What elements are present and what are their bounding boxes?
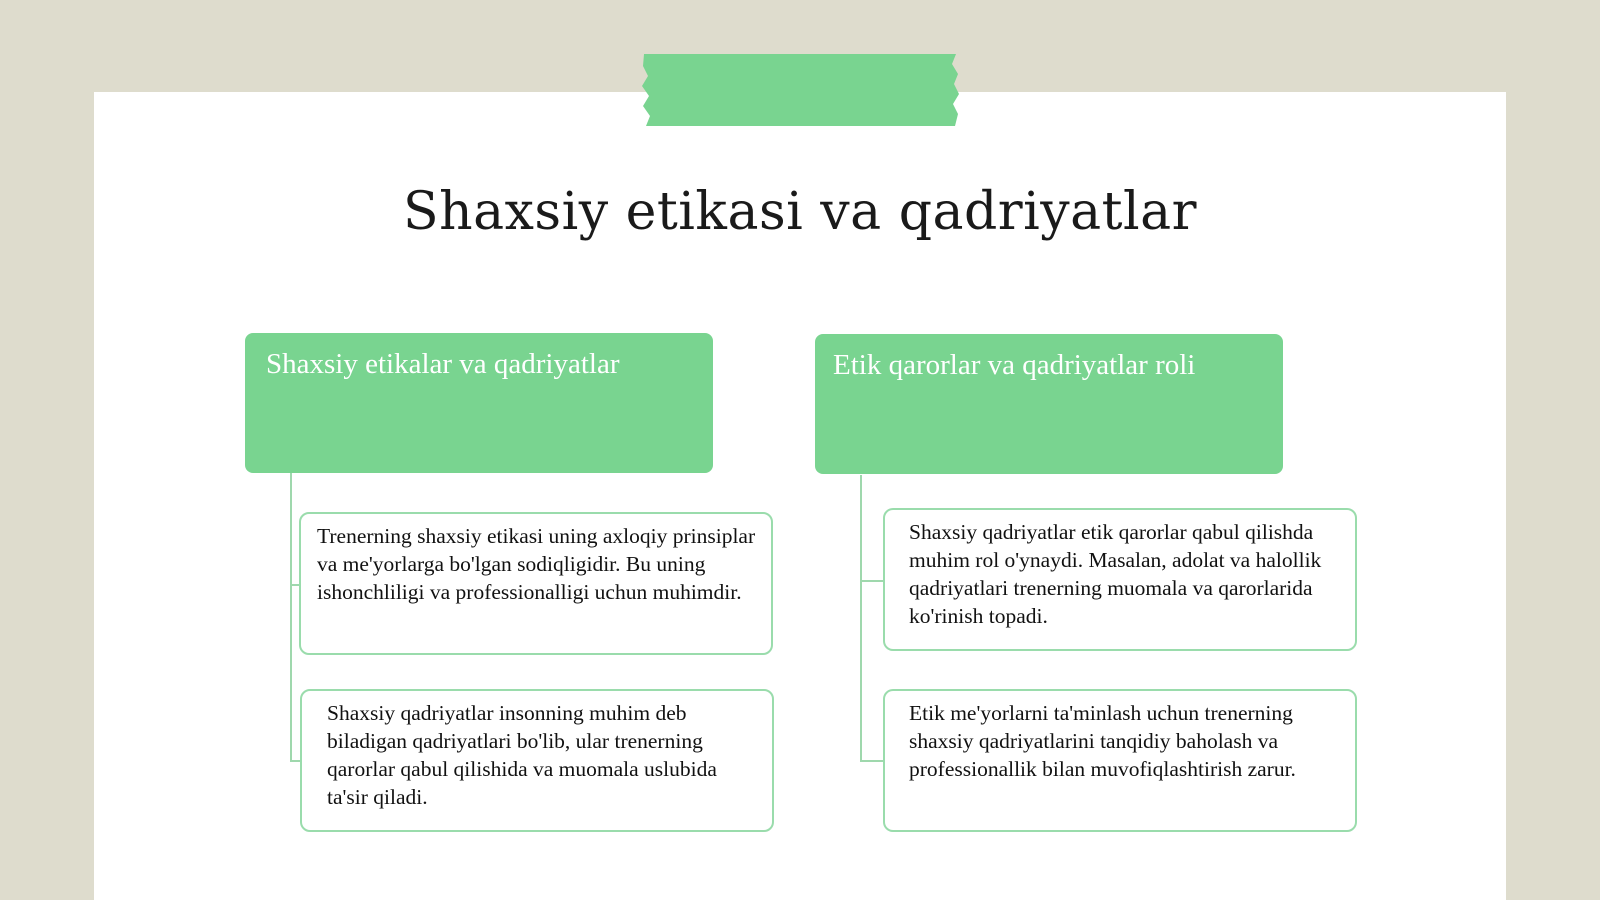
connector-line bbox=[290, 473, 292, 761]
connector-line bbox=[860, 475, 862, 761]
slide-title: Shaxsiy etikasi va qadriyatlar bbox=[402, 182, 1198, 242]
info-card: Etik me'yorlarni ta'minlash uchun trenerning shaxsiy qadriyatlarini tanqidiy baholash va professionallik bilan muvofiqlashtirish zarur. bbox=[883, 689, 1357, 832]
info-card: Shaxsiy qadriyatlar etik qarorlar qabul qilishda muhim rol o'ynaydi. Masalan, adolat va halollik qadriyatlari trenerning muomala va qarorlarida ko'rinish topadi. bbox=[883, 508, 1357, 651]
connector-line bbox=[860, 760, 884, 762]
info-card: Trenerning shaxsiy etikasi uning axloqiy prinsiplar va me'yorlarga bo'lgan sodiqligidir. Bu uning ishonchliligi va professionalligi uchun muhimdir. bbox=[299, 512, 773, 655]
column-header-ethical-decisions: Etik qarorlar va qadriyatlar roli bbox=[815, 334, 1283, 474]
connector-line bbox=[860, 580, 884, 582]
tape-decoration bbox=[640, 52, 960, 128]
column-header-personal-ethics: Shaxsiy etikalar va qadriyatlar bbox=[245, 333, 713, 473]
connector-line bbox=[290, 760, 300, 762]
info-card: Shaxsiy qadriyatlar insonning muhim deb biladigan qadriyatlari bo'lib, ular trenerning qarorlar qabul qilishida va muomala uslubida ta'sir qiladi. bbox=[300, 689, 774, 832]
